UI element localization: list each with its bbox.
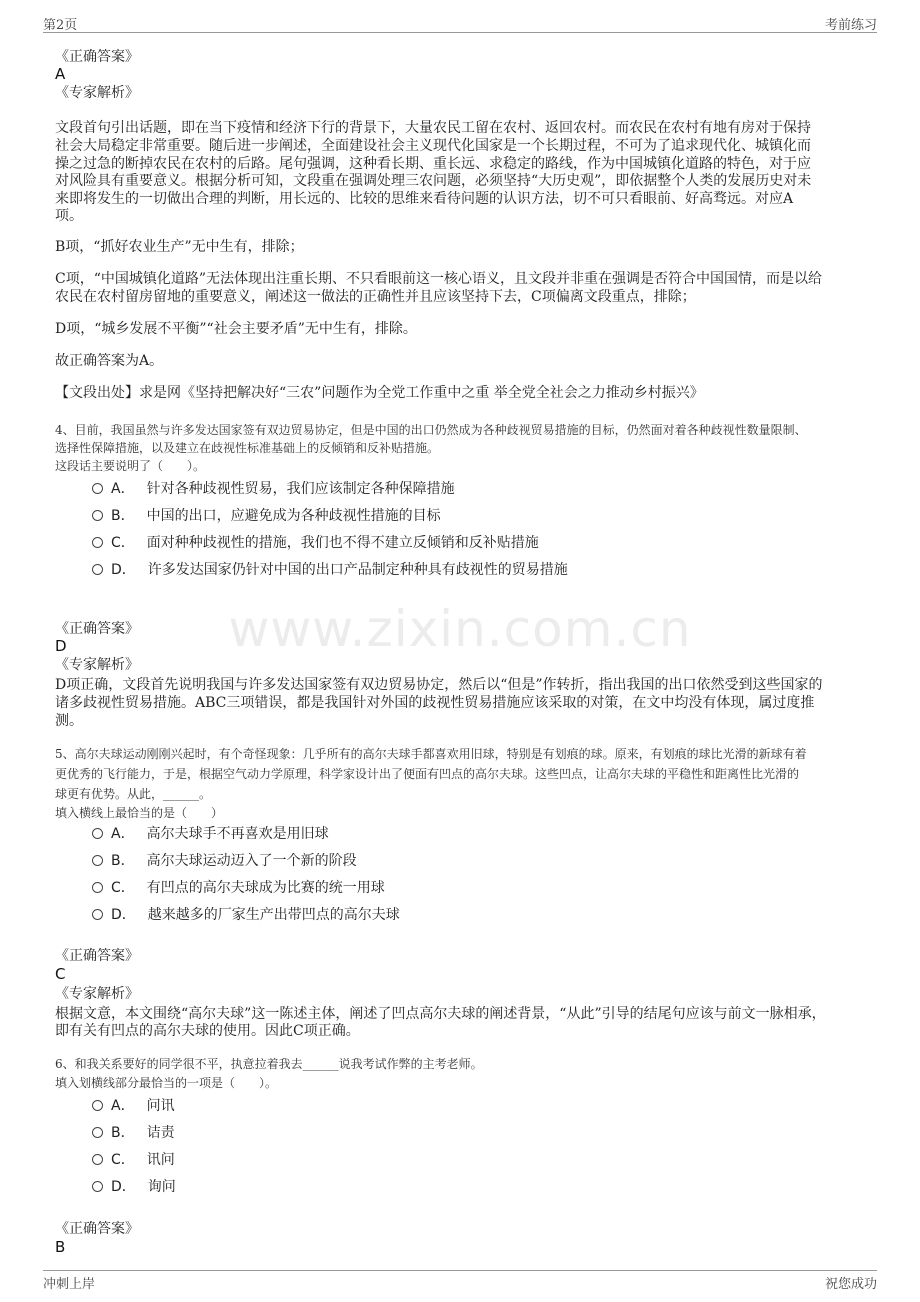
option-key: C． bbox=[111, 1152, 135, 1168]
radio-icon[interactable] bbox=[92, 1154, 103, 1165]
correct-answer: B bbox=[55, 1238, 66, 1256]
option-d[interactable] bbox=[92, 561, 568, 579]
analysis-text: B项，“抓好农业生产”无中生有，排除； bbox=[55, 239, 304, 255]
analysis-label: 《专家解析》 bbox=[55, 657, 139, 673]
analysis-label: 《专家解析》 bbox=[55, 85, 139, 101]
page-number: 第2页 bbox=[43, 18, 78, 33]
option-c[interactable] bbox=[92, 879, 385, 897]
question-stem: 4、目前，我国虽然与许多发达国家签有双边贸易协定，但是中国的出口仍然成为各种歧视贸易措施的目标，仍然面对着各种歧视性数量限制、 bbox=[55, 423, 807, 437]
analysis-text: 根据文意，本文围绕“高尔夫球”这一陈述主体，阐述了凹点高尔夫球的阐述背景，“从此”引导的结尾句应该与前文一脉相承， bbox=[55, 1006, 826, 1022]
footer-left-text: 冲刺上岸 bbox=[43, 1277, 96, 1292]
analysis-text: 对风险具有重要意义。根据分析可知，文段重在强调处理三农问题，必须坚持“大历史观”，即依据整个人类的发展历史对未 bbox=[55, 173, 812, 189]
question-stem: 6、和我关系要好的同学很不平，执意拉着我去______说我考试作弊的主考老师。 bbox=[55, 1057, 483, 1071]
analysis-text: 项。 bbox=[55, 208, 83, 224]
option-a[interactable] bbox=[92, 1097, 175, 1115]
question-stem: 选择性保障措施，以及建立在歧视性标准基础上的反倾销和反补贴措施。 bbox=[55, 441, 440, 455]
source-citation: 【文段出处】求是网《坚持把解决好“三农”问题作为全党工作重中之重 举全党全社会之力推动乡村振兴》 bbox=[55, 385, 704, 401]
analysis-text: 来即将发生的一切做出合理的判断，用长远的、比较的思维来看待问题的认识方法，切不可只看眼前、好高骛远。对应A bbox=[55, 191, 794, 207]
page-footer bbox=[43, 1270, 877, 1291]
option-a[interactable] bbox=[92, 480, 455, 498]
option-text: 针对各种歧视性贸易，我们应该制定各种保障措施 bbox=[146, 481, 455, 497]
question-stem: 球更有优势。从此，______。 bbox=[55, 787, 212, 801]
option-c[interactable] bbox=[92, 534, 539, 552]
option-b[interactable] bbox=[92, 507, 441, 525]
radio-icon[interactable] bbox=[92, 510, 103, 521]
radio-icon[interactable] bbox=[92, 882, 103, 893]
answer-label: 《正确答案》 bbox=[55, 621, 139, 637]
header-title: 考前练习 bbox=[824, 18, 877, 33]
option-key: A． bbox=[111, 481, 135, 497]
option-text: 许多发达国家仍针对中国的出口产品制定种种具有歧视性的贸易措施 bbox=[147, 562, 568, 578]
radio-icon[interactable] bbox=[92, 1127, 103, 1138]
option-text: 询问 bbox=[147, 1179, 176, 1195]
option-b[interactable] bbox=[92, 852, 357, 870]
question-prompt: 填入划横线部分最恰当的一项是（ ）。 bbox=[55, 1076, 278, 1090]
option-key: B． bbox=[111, 508, 135, 524]
question-stem: 更优秀的飞行能力，于是，根据空气动力学原理，科学家设计出了便面有凹点的高尔夫球。这些凹点，让高尔夫球的平稳性和距离性比光滑的 bbox=[55, 767, 800, 781]
option-key: A． bbox=[111, 1098, 135, 1114]
option-b[interactable] bbox=[92, 1124, 175, 1142]
analysis-text: D项，“城乡发展不平衡”“社会主要矛盾”无中生有，排除。 bbox=[55, 321, 417, 337]
radio-icon[interactable] bbox=[92, 855, 103, 866]
option-key: C． bbox=[111, 535, 135, 551]
radio-icon[interactable] bbox=[92, 564, 103, 575]
option-text: 面对种种歧视性的措施，我们也不得不建立反倾销和反补贴措施 bbox=[146, 535, 539, 551]
option-text: 讯问 bbox=[146, 1152, 175, 1168]
answer-label: 《正确答案》 bbox=[55, 1221, 139, 1237]
option-key: B． bbox=[111, 853, 135, 869]
correct-answer: C bbox=[55, 965, 66, 983]
option-text: 有凹点的高尔夫球成为比赛的统一用球 bbox=[146, 880, 385, 896]
option-text: 中国的出口，应避免成为各种歧视性措施的目标 bbox=[146, 508, 441, 524]
radio-icon[interactable] bbox=[92, 537, 103, 548]
option-d[interactable] bbox=[92, 1178, 176, 1196]
radio-icon[interactable] bbox=[92, 1181, 103, 1192]
analysis-text: 故正确答案为A。 bbox=[55, 353, 164, 369]
footer-right-text: 祝您成功 bbox=[824, 1277, 877, 1292]
option-d[interactable] bbox=[92, 906, 400, 924]
question-prompt: 这段话主要说明了（ ）。 bbox=[55, 459, 206, 473]
option-c[interactable] bbox=[92, 1151, 175, 1169]
radio-icon[interactable] bbox=[92, 909, 103, 920]
analysis-text: 农民在农村留房留地的重要意义，阐述这一做法的正确性并且应该坚持下去，C项偏离文段重点，排除； bbox=[55, 289, 696, 305]
watermark: www.zixin.com.cn bbox=[228, 600, 692, 658]
analysis-text: 即有关有凹点的高尔夫球的使用。因此C项正确。 bbox=[55, 1023, 360, 1039]
correct-answer: A bbox=[55, 65, 66, 83]
question-stem: 5、高尔夫球运动刚刚兴起时，有个奇怪现象：几乎所有的高尔夫球手都喜欢用旧球，特别是有划痕的球。原来，有划痕的球比光滑的新球有着 bbox=[55, 747, 807, 761]
option-key: D． bbox=[111, 1179, 136, 1195]
option-text: 诘责 bbox=[146, 1125, 175, 1141]
option-key: D． bbox=[111, 562, 136, 578]
analysis-text: C项，“中国城镇化道路”无法体现出注重长期、不只看眼前这一核心语义，且文段并非重在强调是否符合中国国情，而是以给 bbox=[55, 271, 823, 287]
option-a[interactable] bbox=[92, 825, 329, 843]
analysis-text: 文段首句引出话题，即在当下疫情和经济下行的背景下，大量农民工留在农村、返回农村。而农民在农村有地有房对于保持 bbox=[55, 120, 811, 136]
analysis-text: 社会大局稳定非常重要。随后进一步阐述，全面建设社会主义现代化国家是一个长期过程，不可为了追求现代化、城镇化而 bbox=[55, 138, 811, 154]
page-header bbox=[43, 10, 877, 33]
option-text: 问讯 bbox=[146, 1098, 175, 1114]
radio-icon[interactable] bbox=[92, 483, 103, 494]
radio-icon[interactable] bbox=[92, 828, 103, 839]
answer-label: 《正确答案》 bbox=[55, 49, 139, 65]
option-key: D． bbox=[111, 907, 136, 923]
analysis-label: 《专家解析》 bbox=[55, 986, 139, 1002]
option-text: 越来越多的厂家生产出带凹点的高尔夫球 bbox=[147, 907, 400, 923]
analysis-text: 诸多歧视性贸易措施。ABC三项错误，都是我国针对外国的歧视性贸易措施应该采取的对策，在文中均没有体现，属过度推 bbox=[55, 695, 815, 711]
analysis-text: 测。 bbox=[55, 713, 83, 729]
option-text: 高尔夫球运动迈入了一个新的阶段 bbox=[146, 853, 357, 869]
question-prompt: 填入横线上最恰当的是（ ） bbox=[55, 806, 224, 820]
answer-label: 《正确答案》 bbox=[55, 948, 139, 964]
correct-answer: D bbox=[55, 637, 67, 655]
option-key: B． bbox=[111, 1125, 135, 1141]
analysis-text: D项正确，文段首先说明我国与许多发达国家签有双边贸易协定，然后以“但是”作转折，指出我国的出口依然受到这些国家的 bbox=[55, 677, 823, 693]
option-text: 高尔夫球手不再喜欢是用旧球 bbox=[146, 826, 329, 842]
option-key: C． bbox=[111, 880, 135, 896]
analysis-text: 操之过急的断掉农民在农村的后路。尾句强调，这种看长期、重长远、求稳定的路线，作为中国城镇化道路的特色，对于应 bbox=[55, 156, 811, 172]
option-key: A． bbox=[111, 826, 135, 842]
radio-icon[interactable] bbox=[92, 1100, 103, 1111]
